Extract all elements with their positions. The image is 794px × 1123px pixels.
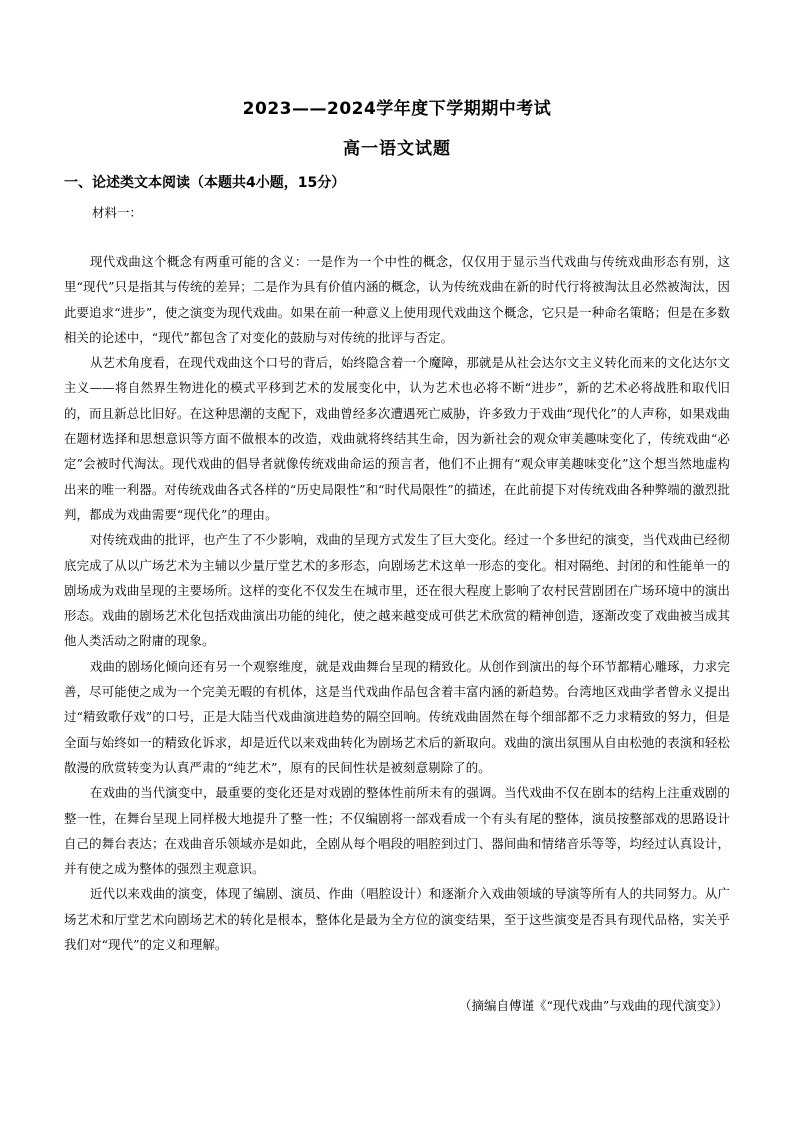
passage-body: [64, 249, 730, 957]
exam-title: 2023——2024学年度下学期期中考试: [242, 99, 552, 119]
paragraph: 在戏曲的当代演变中，最重要的变化还是对戏剧的整体性前所未有的强调。当代戏曲不仅在剧本的结构上注重戏剧的整一性，在舞台呈现上同样极大地提升了整一性；不仅编剧将一部戏看成一个有头有尾的整体，演员按整部戏的思路设计自己的舞台表达；在戏曲音乐领域亦是如此，全剧从每个唱段的唱腔到过门、器间曲和情绪音乐等等，均经过认真设计，并有使之成为整体的强烈主观意识。: [64, 785, 730, 877]
source-citation: （摘编自傅谨《“现代戏曲”与戏曲的现代演变》）: [458, 998, 728, 1013]
paragraph: 现代戏曲这个概念有两重可能的含义：一是作为一个中性的概念，仅仅用于显示当代戏曲与传统戏曲形态有别，这里“现代”只是指其与传统的差异；二是作为具有价值内涵的概念，认为传统戏曲在新的时代行将被淘汰且必然被淘汰，因此要追求“进步”，使之演变为现代戏曲。如果在前一种意义上使用现代戏曲这个概念，它只是一种命名策略；但是在多数相关的论述中，“现代”都包含了对变化的鼓励与对传统的批评与否定。: [64, 254, 730, 345]
exam-subtitle: 高一语文试题: [343, 139, 451, 159]
material-label: 材料一：: [92, 205, 143, 220]
paragraph: 戏曲的剧场化倾向还有另一个观察维度，就是戏曲舞台呈现的精致化。从创作到演出的每个环节都精心雕琢，力求完善，尽可能使之成为一个完美无暇的有机体，这是当代戏曲作品包含着丰富内涵的新趋势。台湾地区戏曲学者曾永义提出过“精致歌仔戏”的口号，正是大陆当代戏曲演进趋势的隔空回响。传统戏曲固然在每个细部都不乏力求精致的努力，但是全面与始终如一的精致化诉求，却是近代以来戏曲转化为剧场艺术后的新取向。戏曲的演出氛围从自由松弛的表演和轻松散漫的欣赏转变为认真严肃的“纯艺术”，原有的民间性状是被刻意剔除了的。: [64, 658, 730, 775]
paragraph: 对传统戏曲的批评，也产生了不少影响，戏曲的呈现方式发生了巨大变化。经过一个多世纪的演变，当代戏曲已经彻底完成了从以广场艺术为主辅以少量厅堂艺术的多形态，向剧场艺术这单一形态的变化。相对隔绝、封闭的和性能单一的剧场成为戏曲呈现的主要场所。这样的变化不仅发生在城市里，还在很大程度上影响了农村民营剧团在广场环境中的演出形态。戏曲的剧场艺术化包括戏曲演出功能的纯化，使之越来越变成可供艺术欣赏的精神创造，逐渐改变了戏曲被当成其他人类活动之附庸的现象。: [64, 532, 730, 649]
paragraph: 近代以来戏曲的演变，体现了编剧、演员、作曲（唱腔设计）和逐渐介入戏曲领域的导演等所有人的共同努力。从广场艺术和厅堂艺术向剧场艺术的转化是根本，整体化是最为全方位的演变结果，至于这些演变是否具有现代品格，实关乎我们对“现代”的定义和理解。: [64, 886, 730, 953]
paragraph: 从艺术角度看，在现代戏曲这个口号的背后，始终隐含着一个魔障，那就是从社会达尔文主义转化而来的文化达尔文主义——将自然界生物进化的模式平移到艺术的发展变化中，认为艺术也必将不断“进步”，新的艺术必将战胜和取代旧的，而且新总比旧好。在这种思潮的支配下，戏曲曾经多次遭遇死亡威胁，许多致力于戏曲“现代化”的人声称，如果戏曲在题材选择和思想意识等方面不做根本的改造，戏曲就将终结其生命，因为新社会的观众审美趣味变化了，传统戏曲“必定”会被时代淘汰。现代戏曲的倡导者就像传统戏曲命运的预言者，他们不止拥有“观众审美趣味变化”这个想当然地虚构出来的唯一利器。对传统戏曲各式各样的“历史局限性”和“时代局限性”的描述，在此前提下对传统戏曲各种弊端的激烈批判，都成为戏曲需要“现代化”的理由。: [64, 355, 730, 522]
section-heading: 一、论述类文本阅读（本题共4小题，15分）: [64, 175, 346, 191]
